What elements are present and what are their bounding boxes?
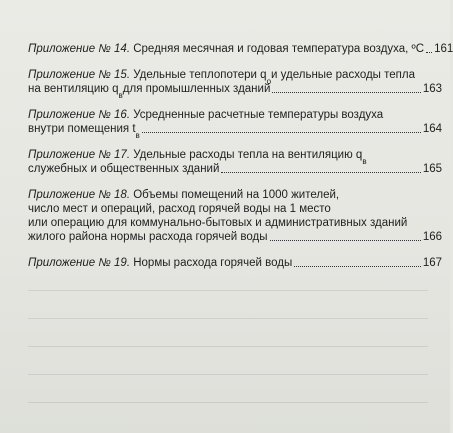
entry-label: Приложение № 19.	[28, 257, 131, 269]
entry-label: Приложение № 14.	[28, 43, 131, 55]
show-through-line	[28, 318, 428, 319]
page-number: 164	[422, 123, 442, 135]
toc-entry-17[interactable]: Приложение № 17. Удельные расходы тепла на вентиляцию q в служебных и общественных зданий 165	[28, 149, 442, 175]
entry-title-cont: и удельные расходы тепла	[271, 69, 415, 81]
show-through-line	[28, 346, 428, 347]
page-number: 161	[434, 43, 453, 55]
entry-title-line2: внутри помещения t	[28, 123, 136, 135]
entry-label: Приложение № 17.	[28, 149, 131, 161]
entry-label: Приложение № 16.	[28, 109, 131, 121]
entry-title: Удельные расходы тепла на вентиляцию q	[133, 149, 363, 161]
entry-title: Средняя месячная и годовая температура воздуха, ºС	[133, 43, 425, 55]
entry-title-line3: или операцию для коммунально-бытовых и административных зданий	[28, 217, 408, 229]
entry-label: Приложение № 18.	[28, 189, 131, 201]
page-number: 166	[422, 231, 442, 243]
leader-dots	[426, 52, 432, 53]
toc-entry-18[interactable]	[28, 188, 442, 244]
leader-dots	[142, 132, 421, 133]
leader-dots	[221, 172, 420, 173]
toc-entry-14[interactable]	[28, 42, 453, 56]
table-of-contents	[28, 42, 453, 282]
entry-title-cont: для промышленных зданий	[122, 83, 271, 95]
toc-entry-19[interactable]	[28, 256, 442, 270]
entry-title: Удельные теплопотери q	[133, 69, 267, 81]
page-number: 167	[422, 257, 442, 269]
toc-entry-16[interactable]: Приложение № 16. Усредненные расчетные температуры воздуха внутри помещения t в 164	[28, 109, 442, 140]
entry-title-line2: число мест и операций, расход горячей воды на 1 место	[28, 203, 331, 215]
leader-dots	[270, 240, 421, 241]
toc-entry-15[interactable]: Приложение № 15. Удельные теплопотери q о и удельные расходы тепла на вентиляцию q в для промышленных зданий 163	[28, 69, 442, 100]
entry-title-line4: жилого района нормы расхода горячей воды	[28, 231, 268, 243]
entry-title-line2: на вентиляцию q	[28, 83, 119, 95]
show-through-line	[28, 374, 428, 375]
entry-label: Приложение № 15.	[28, 69, 131, 81]
entry-title: Усредненные расчетные температуры воздуха	[133, 109, 384, 121]
entry-title: Объемы помещений на 1000 жителей,	[133, 189, 340, 201]
leader-dots	[294, 266, 421, 267]
page-number: 165	[422, 163, 442, 175]
show-through-line	[28, 290, 428, 291]
entry-title: Нормы расхода горячей воды	[133, 257, 293, 269]
entry-title-line2: служебных и общественных зданий	[28, 163, 220, 175]
page-number: 163	[422, 83, 442, 95]
leader-dots	[272, 92, 420, 93]
show-through-line	[28, 402, 428, 403]
